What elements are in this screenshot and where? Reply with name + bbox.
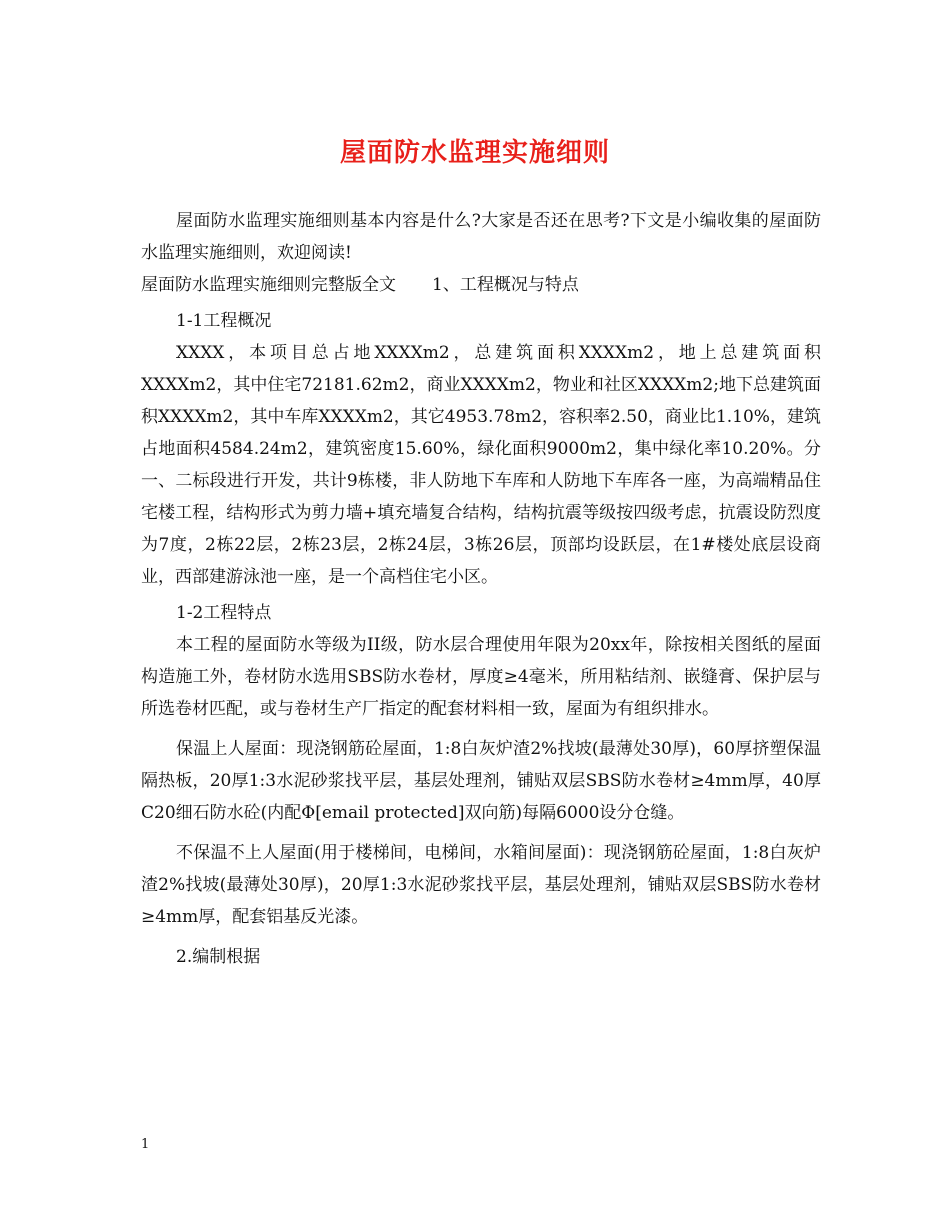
document-title: 屋面防水监理实施细则 (339, 138, 610, 168)
fulltext-line (141, 269, 821, 301)
insulated-roof-paragraph: 保温上人屋面：现浇钢筋砼屋面，1:8白灰炉渣2%找坡(最薄处30厚)，60厚挤塑保温隔热板，20厚1:3水泥砂浆找平层，基层处理剂，铺贴双层SBS防水卷材≥4mm厚，40厚C20细石防水砼(内配Φ[email protected]双向筋)每隔6000设分仓缝。 (141, 739, 821, 823)
fulltext-label: 屋面防水监理实施细则完整版全文 (141, 275, 396, 295)
document-body (141, 205, 821, 973)
section-2-heading: 2.编制根据 (176, 947, 261, 967)
subsection-1-1-heading: 1-1工程概况 (176, 311, 272, 331)
subsection-1-2-heading: 1-2工程特点 (176, 603, 272, 623)
page-number: 1 (141, 1137, 150, 1152)
features-paragraph: 本工程的屋面防水等级为II级，防水层合理使用年限为20xx年，除按相关图纸的屋面构造施工外，卷材防水选用SBS防水卷材，厚度≥4毫米，所用粘结剂、嵌缝膏、保护层与所选卷材匹配，或与卷材生产厂指定的配套材料相一致，屋面为有组织排水。 (141, 635, 821, 719)
intro-paragraph: 屋面防水监理实施细则基本内容是什么?大家是否还在思考?下文是小编收集的屋面防水监理实施细则，欢迎阅读! (141, 211, 821, 263)
overview-paragraph: XXXX，本项目总占地XXXXm2，总建筑面积XXXXm2，地上总建筑面积XXXXm2，其中住宅72181.62m2，商业XXXXm2，物业和社区XXXXm2;地下总建筑面积XXXXm2，其中车库XXXXm2，其它4953.78m2，容积率2.50，商业比1.10%，建筑占地面积4584.24m2，建筑密度15.60%，绿化面积9000m2，集中绿化率10.20%。分一、二标段进行开发，共计9栋楼，非人防地下车库和人防地下车库各一座，为高端精品住宅楼工程，结构形式为剪力墙+填充墙复合结构，结构抗震等级按四级考虑，抗震设防烈度为7度，2栋22层，2栋23层，2栋24层，3栋26层，顶部均设跃层，在1#楼处底层设商业，西部建游泳池一座，是一个高档住宅小区。 (141, 343, 821, 587)
uninsulated-roof-paragraph: 不保温不上人屋面(用于楼梯间，电梯间，水箱间屋面)：现浇钢筋砼屋面，1:8白灰炉渣2%找坡(最薄处30厚)，20厚1:3水泥砂浆找平层，基层处理剂，铺贴双层SBS防水卷材≥4mm厚，配套铝基反光漆。 (141, 843, 821, 927)
section-1-heading: 1、工程概况与特点 (432, 275, 579, 295)
